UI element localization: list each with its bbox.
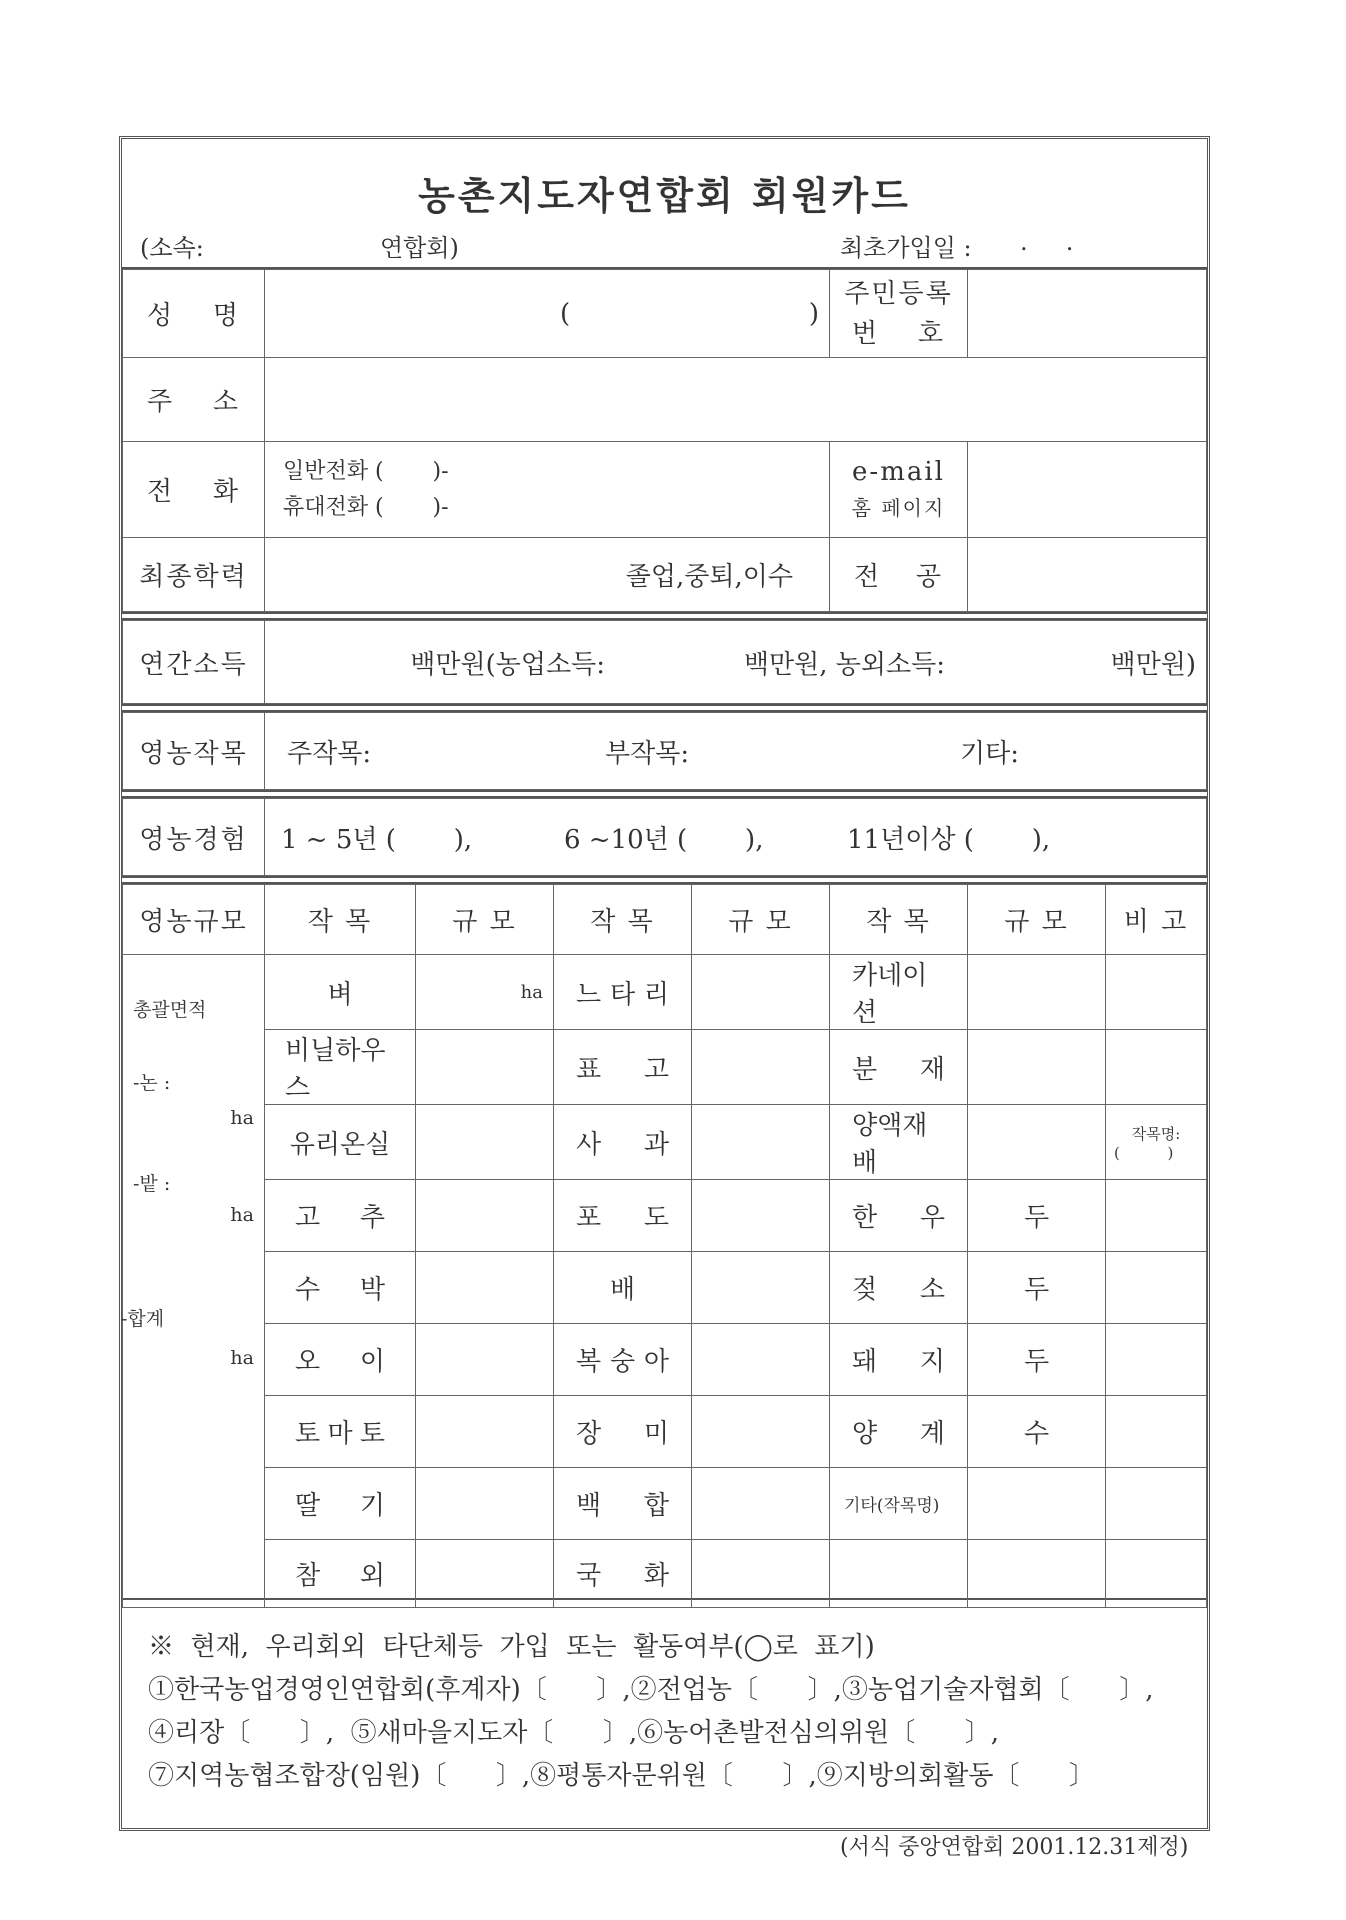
income-section — [122, 620, 1207, 706]
personal-info-section — [122, 269, 1207, 614]
crop-name: 양 계 — [830, 1396, 968, 1468]
experience-section — [122, 798, 1207, 878]
crop-name: 고 추 — [265, 1180, 416, 1252]
crop-name: 벼 — [265, 955, 416, 1030]
crop-size-field[interactable] — [692, 1324, 830, 1396]
total-area-cell[interactable] — [123, 955, 265, 1608]
note-field[interactable] — [1106, 1324, 1207, 1396]
activities-section — [122, 1600, 1207, 1828]
crop-size-field[interactable] — [968, 1540, 1106, 1608]
header-crop-1: 작 목 — [265, 885, 416, 955]
crop-size-field[interactable] — [416, 1324, 554, 1396]
area-paddy-unit: ha — [230, 1107, 254, 1129]
crop-name: 복 숭 아 — [554, 1324, 692, 1396]
crop-name: 느 타 리 — [554, 955, 692, 1030]
crop-size-field[interactable] — [692, 1105, 830, 1180]
crop-size-field[interactable]: 두 — [968, 1324, 1106, 1396]
landline-field[interactable]: 일반전화 ( )- — [283, 458, 449, 484]
table-row — [123, 1396, 1207, 1468]
crop-name — [830, 1540, 968, 1608]
crop-size-field[interactable] — [692, 1540, 830, 1608]
table-row — [123, 1105, 1207, 1180]
education-options[interactable]: 졸업,중퇴,이수 — [265, 538, 830, 612]
crop-name: 수 박 — [265, 1252, 416, 1324]
crop-size-field[interactable] — [416, 1180, 554, 1252]
major-label: 전 공 — [830, 538, 968, 612]
affiliation-suffix: 연합회) — [380, 234, 459, 262]
note-crop-label: 작목명: — [1131, 1124, 1181, 1143]
header-crop-3: 작 목 — [830, 885, 968, 955]
education-label: 최종학력 — [123, 538, 265, 612]
header-size-1: 규 모 — [416, 885, 554, 955]
crops-section — [122, 712, 1207, 792]
crop-size-field[interactable]: 두 — [968, 1180, 1106, 1252]
area-total-label: -합계 — [121, 1308, 165, 1330]
note-field[interactable] — [1106, 1396, 1207, 1468]
crop-name: 장 미 — [554, 1396, 692, 1468]
crop-name: 국 화 — [554, 1540, 692, 1608]
crop-name: 젖 소 — [830, 1252, 968, 1324]
table-row — [123, 1324, 1207, 1396]
affiliation-label: (소속: — [140, 234, 204, 262]
experience-label: 영농경험 — [123, 799, 265, 876]
area-paddy-label: -논 : — [133, 1072, 171, 1094]
scale-label: 영농규모 — [123, 885, 265, 955]
activities-line-2[interactable]: ④리장〔 〕, ⑤새마을지도자〔 〕,⑥농어촌발전심의위원〔 〕, — [148, 1718, 1000, 1748]
email-homepage-label: e-mail 홈 페이지 — [830, 442, 968, 538]
table-row — [123, 955, 1207, 1030]
crop-name: 토 마 토 — [265, 1396, 416, 1468]
crop-name: 딸 기 — [265, 1468, 416, 1540]
crop-size-field[interactable] — [416, 1252, 554, 1324]
area-title: 총괄면적 — [133, 999, 207, 1021]
page-title: 농촌지도자연합회 회원카드 — [418, 173, 911, 218]
major-field[interactable] — [968, 538, 1207, 612]
crop-name: 포 도 — [554, 1180, 692, 1252]
crop-name: 오 이 — [265, 1324, 416, 1396]
table-row — [123, 1180, 1207, 1252]
form-header — [122, 139, 1207, 269]
email-field[interactable] — [968, 442, 1207, 538]
table-row — [123, 1540, 1207, 1608]
note-field[interactable] — [1106, 1252, 1207, 1324]
name-label: 성 명 — [123, 270, 265, 358]
crop-name: 참 외 — [265, 1540, 416, 1608]
crop-name: 분 재 — [830, 1030, 968, 1105]
crop-name: 사 과 — [554, 1105, 692, 1180]
activities-heading: ※ 현재, 우리회외 타단체등 가입 또는 활동여부(◯로 표기) — [148, 1632, 875, 1662]
note-field[interactable] — [1106, 1180, 1207, 1252]
note-field[interactable] — [1106, 1468, 1207, 1540]
crop-size-field[interactable] — [968, 955, 1106, 1030]
crop-size-field[interactable] — [968, 1030, 1106, 1105]
crop-size-field[interactable] — [692, 1468, 830, 1540]
crop-name: 표 고 — [554, 1030, 692, 1105]
crop-size-field[interactable]: 두 — [968, 1252, 1106, 1324]
crop-size-field[interactable] — [692, 955, 830, 1030]
table-row — [123, 1030, 1207, 1105]
farm-scale-section — [122, 884, 1207, 1600]
income-label: 연간소득 — [123, 621, 265, 704]
table-row — [123, 1468, 1207, 1540]
scale-header-row — [123, 885, 1207, 955]
crop-name: 돼 지 — [830, 1324, 968, 1396]
crop-size-field[interactable]: ha — [416, 955, 554, 1030]
header-info-line — [122, 220, 1207, 263]
activities-line-3[interactable]: ⑦지역농협조합장(임원)〔 〕,⑧평통자문위원〔 〕,⑨지방의회활동〔 〕 — [148, 1761, 1096, 1791]
activities-line-1[interactable]: ①한국농업경영인연합회(후계자)〔 〕,②전업농〔 〕,③농업기술자협회〔 〕, — [148, 1675, 1154, 1705]
crop-name: 유리온실 — [265, 1105, 416, 1180]
note-field[interactable] — [1106, 1030, 1207, 1105]
address-label: 주 소 — [123, 358, 265, 442]
table-row — [123, 1252, 1207, 1324]
crop-size-field[interactable] — [416, 1030, 554, 1105]
form-footer: (서식 중앙연합회 2001.12.31제정) — [840, 1835, 1189, 1860]
crops-label: 영농작목 — [123, 713, 265, 790]
join-date-label: 최초가입일 : — [840, 234, 972, 262]
area-field-unit: ha — [230, 1204, 254, 1226]
crop-size-field[interactable]: 수 — [968, 1396, 1106, 1468]
note-field[interactable] — [1106, 1540, 1207, 1608]
header-size-3: 규 모 — [968, 885, 1106, 955]
crop-size-field[interactable] — [968, 1468, 1106, 1540]
crop-size-field[interactable] — [692, 1180, 830, 1252]
crop-name: 카네이션 — [830, 955, 968, 1030]
area-total-unit: ha — [230, 1347, 254, 1369]
header-crop-2: 작 목 — [554, 885, 692, 955]
crop-name: 기타(작목명) — [830, 1468, 968, 1540]
crop-name: 양액재배 — [830, 1105, 968, 1180]
crop-size-field[interactable] — [692, 1252, 830, 1324]
crop-size-field[interactable] — [416, 1468, 554, 1540]
rrn-field[interactable] — [968, 270, 1207, 358]
header-size-2: 규 모 — [692, 885, 830, 955]
header-note: 비 고 — [1106, 885, 1207, 955]
crop-size-field[interactable] — [692, 1396, 830, 1468]
crop-name: 한 우 — [830, 1180, 968, 1252]
crop-name: 비닐하우스 — [265, 1030, 416, 1105]
area-field-label: -밭 : — [133, 1173, 171, 1195]
crop-name: 백 합 — [554, 1468, 692, 1540]
note-crop-paren: ( ) — [1114, 1143, 1174, 1162]
mobile-field[interactable]: 휴대전화 ( )- — [283, 494, 449, 520]
join-date-value[interactable]: . . — [1020, 228, 1074, 256]
phone-fields — [265, 442, 830, 538]
crop-size-field[interactable] — [416, 1105, 554, 1180]
crop-size-field[interactable] — [416, 1540, 554, 1608]
name-field[interactable]: ( ) — [265, 270, 830, 358]
farm-scale-table — [122, 884, 1207, 1608]
address-field[interactable] — [265, 358, 1207, 442]
rrn-label: 주민등록 번 호 — [830, 270, 968, 358]
experience-field[interactable]: 1 ~ 5년 ( ), 6 ~10년 ( ), 11년이상 ( ), — [265, 799, 1207, 876]
income-field[interactable]: 백만원(농업소득: 백만원, 농외소득: 백만원) — [265, 621, 1207, 704]
crops-field[interactable]: 주작목: 부작목: 기타: — [265, 713, 1207, 790]
phone-label: 전 화 — [123, 442, 265, 538]
note-field[interactable] — [1106, 955, 1207, 1030]
member-card-form — [119, 136, 1210, 1831]
crop-name: 배 — [554, 1252, 692, 1324]
crop-size-field[interactable] — [416, 1396, 554, 1468]
crop-size-field[interactable] — [692, 1030, 830, 1105]
note-field[interactable] — [1106, 1105, 1207, 1180]
crop-size-field[interactable] — [968, 1105, 1106, 1180]
